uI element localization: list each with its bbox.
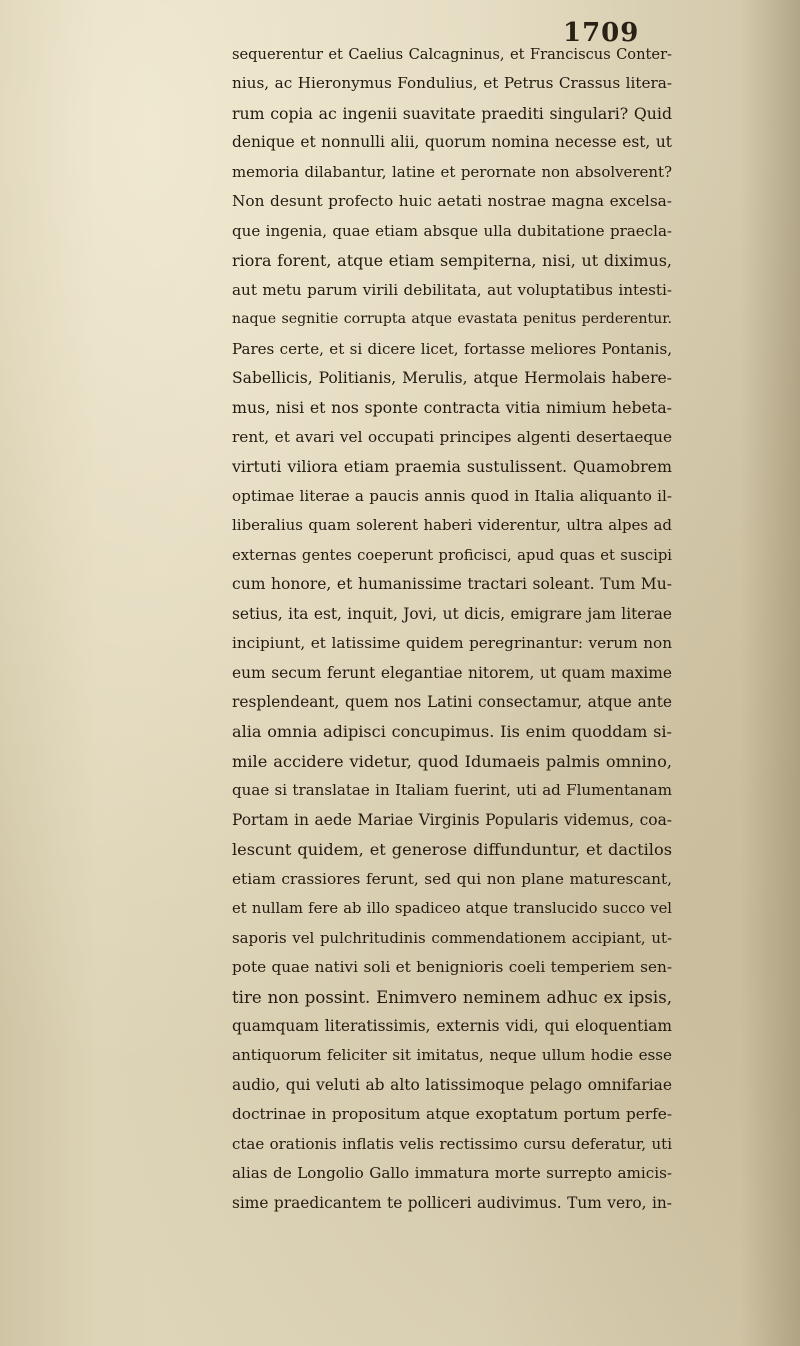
body-text (232, 40, 672, 1218)
text-line: saporis vel pulchritudinis commendationem accipiant, ut- (232, 928, 672, 947)
text-line: rum copia ac ingenii suavitate praediti singulari? Quid (232, 103, 672, 123)
text-line: resplendeant, quem nos Latini consectamur, atque ante (232, 692, 672, 711)
text-line: denique et nonnulli alii, quorum nomina necesse est, ut (232, 133, 672, 152)
text-line: antiquorum feliciter sit imitatus, neque ullum hodie esse (232, 1046, 672, 1065)
text-line: Non desunt profecto huic aetati nostrae magna excelsa- (232, 192, 672, 211)
text-line: audio, qui veluti ab alto latissimoque pelago omnifariae (232, 1075, 672, 1094)
text-line: sequerentur et Caelius Calcagninus, et Franciscus Conter- (232, 46, 672, 63)
text-line: virtuti viliora etiam praemia sustulissent. Quamobrem (232, 457, 672, 477)
text-line: sime praedicantem te polliceri audivimus. Tum vero, in- (232, 1193, 672, 1212)
text-line: Portam in aede Mariae Virginis Popularis videmus, coa- (232, 810, 672, 829)
text-line: Pares certe, et si dicere licet, fortasse meliores Pontanis, (232, 339, 672, 358)
text-line: ctae orationis inflatis velis rectissimo cursu deferatur, uti (232, 1134, 672, 1153)
text-line: optimae literae a paucis annis quod in Italia aliquanto il- (232, 486, 672, 505)
text-line: incipiunt, et latissime quidem peregrinantur: verum non (232, 634, 672, 653)
text-line: naque segnitie corrupta atque evastata penitus perderentur. (232, 311, 672, 328)
text-line: setius, ita est, inquit, Jovi, ut dicis, emigrare jam literae (232, 604, 672, 623)
text-line: mile accidere videtur, quod Idumaeis palmis omnino, (232, 751, 672, 771)
text-line: pote quae nativi soli et benignioris coeli temperiem sen- (232, 958, 672, 977)
text-line: tire non possint. Enimvero neminem adhuc ex ipsis, (232, 987, 672, 1007)
page-edge-shadow (740, 0, 800, 1346)
text-line: Sabellicis, Politianis, Merulis, atque Hermolais habere- (232, 368, 672, 387)
text-line: mus, nisi et nos sponte contracta vitia nimium hebeta- (232, 398, 672, 418)
text-line: externas gentes coeperunt proficisci, apud quas et suscipi (232, 546, 672, 564)
text-line: doctrinae in propositum atque exoptatum portum perfe- (232, 1105, 672, 1124)
text-line: liberalius quam solerent haberi viderentur, ultra alpes ad (232, 516, 672, 535)
text-line: etiam crassiores ferunt, sed qui non plane maturescant, (232, 869, 672, 888)
text-line: memoria dilabantur, latine et perornate non absolverent? (232, 162, 672, 181)
text-line: alia omnia adipisci concupimus. Iis enim quoddam si- (232, 722, 672, 742)
text-line: rent, et avari vel occupati principes algenti desertaeque (232, 427, 672, 446)
text-line: alias de Longolio Gallo immatura morte surrepto amicis- (232, 1164, 672, 1183)
text-line: et nullam fere ab illo spadiceo atque translucido succo vel (232, 900, 672, 918)
text-line: cum honore, et humanissime tractari soleant. Tum Mu- (232, 575, 672, 594)
text-line: aut metu parum virili debilitata, aut voluptatibus intesti- (232, 280, 672, 299)
text-line: quamquam literatissimis, externis vidi, qui eloquentiam (232, 1016, 672, 1035)
text-line: que ingenia, quae etiam absque ulla dubitatione praecla- (232, 221, 672, 240)
text-line: quae si translatae in Italiam fuerint, uti ad Flumentanam (232, 781, 672, 800)
page-number: 1709 (563, 18, 640, 48)
text-line: eum secum ferunt elegantiae nitorem, ut quam maxime (232, 663, 672, 682)
text-line: riora forent, atque etiam sempiterna, nisi, ut diximus, (232, 251, 672, 271)
text-line: nius, ac Hieronymus Fondulius, et Petrus Crassus litera- (232, 74, 672, 93)
text-line: lescunt quidem, et generose diffunduntur, et dactilos (232, 840, 672, 860)
